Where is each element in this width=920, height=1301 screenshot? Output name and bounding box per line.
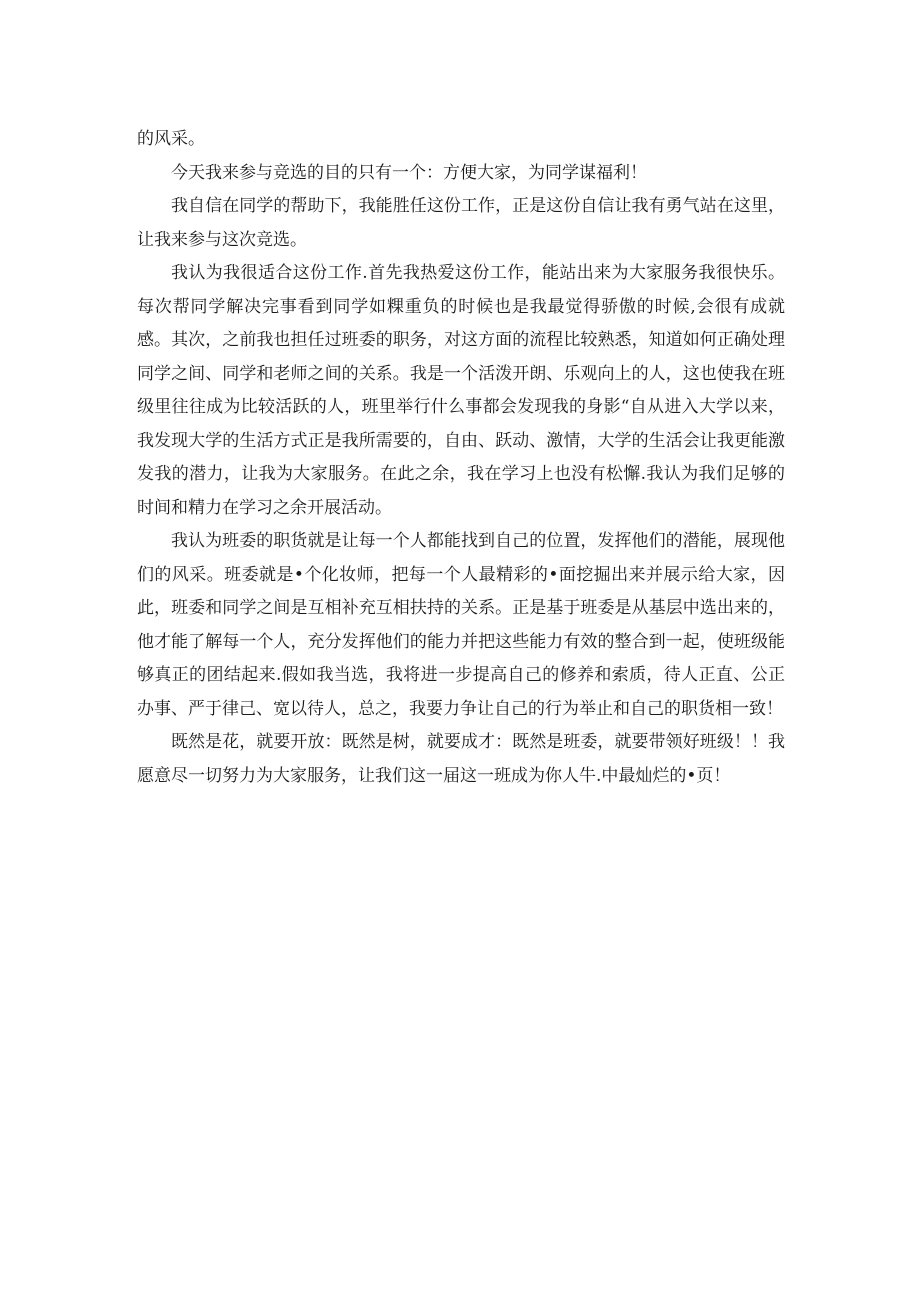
paragraph-6: 既然是花，就要开放：既然是树，就要成才：既然是班委，就要带领好班级！！我愿意尽一切努力为大家服务，让我们这一届这一班成为你人牛.中最灿烂的•页！ <box>137 732 785 786</box>
document-body <box>137 123 785 793</box>
paragraph-5: 我认为班委的职货就是让每一个人都能找到自己的位置，发挥他们的潜能，展现他们的风采。班委就是•个化妆师，把每一个人最精彩的•面挖掘出来并展示给大家，因此，班委和同学之间是互相补充互相扶持的关系。正是基于班委是从基层中选出来的，他才能了解每一个人，充分发挥他们的能力并把这些能力有效的整合到一起，使班级能够真正的团结起来.假如我当选，我将进一步提高自己的修养和索质，待人正直、公正办事、严于律己、宽以待人，总之，我要力争让自己的行为举止和自己的职货相一致！ <box>137 531 785 719</box>
paragraph-1: 的风采。 <box>137 129 205 149</box>
paragraph-4: 我认为我很适合这份工作.首先我热爱这份工作，能站出来为大家服务我很快乐。每次帮同学解决完事看到同学如粿重负的时候也是我最觉得骄傲的时候,会很有成就感。其次，之前我也担任过班委的职务，对这方面的流程比较熟悉，知道如何正确处理同学之间、同学和老师之间的关系。我是一个活泼开朗、乐观向上的人，这也使我在班级里往往成为比较活跃的人，班里举行什么事都会发现我的身影“自从进入大学以来，我发现大学的生活方式正是我所需要的，自由、跃动、激情，大学的生活会让我更能激发我的潜力，让我为大家服务。在此之余，我在学习上也没有松懈.我认为我们足够的时间和精力在学习之余开展活动。 <box>137 263 785 518</box>
paragraph-2: 今天我来参与竞选的目的只有一个：方便大家，为同学谋福利！ <box>171 162 647 183</box>
paragraph-3: 我自信在同学的帮助下，我能胜任这份工作，正是这份自信让我有勇气站在这里，让我来参与这次竞选。 <box>137 196 785 250</box>
